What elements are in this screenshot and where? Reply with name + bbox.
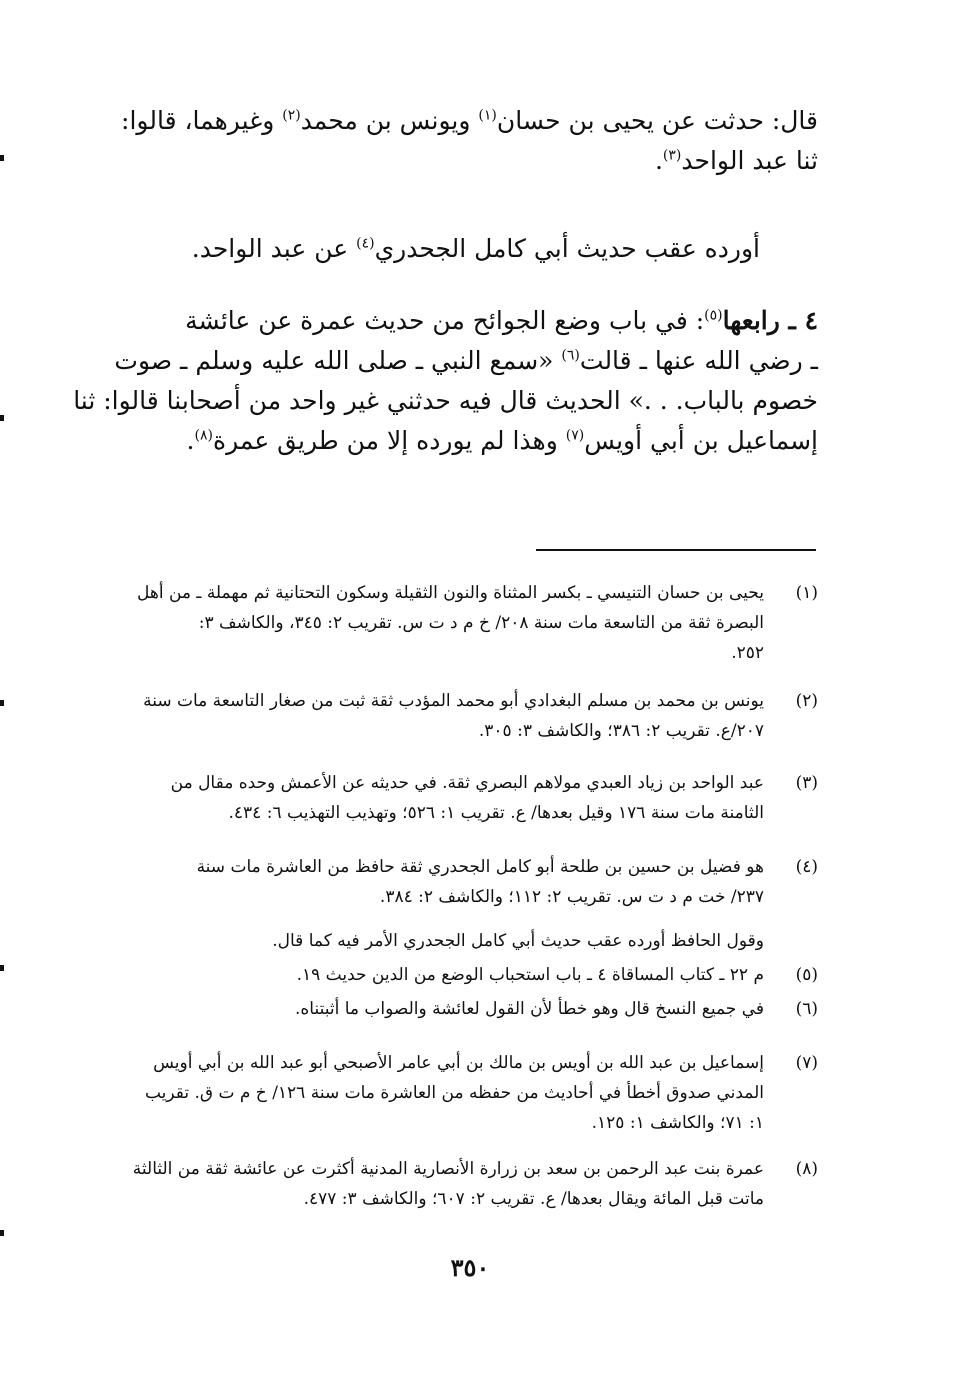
footnote-number: (١)	[795, 583, 818, 603]
page-number: ٣٥٠	[450, 1253, 490, 1282]
footnote-number: (٣)	[795, 773, 818, 793]
scan-edge-mark	[0, 965, 4, 971]
footnote-line: عبد الواحد بن زياد العبدي مولاهم البصري ثقة. في حديثه عن الأعمش وحده مقال من	[170, 773, 764, 793]
text: إسماعيل بن أبي أويس	[584, 426, 818, 455]
footnote-line: ١: ٧١؛ والكاشف ١: ١٢٥.	[591, 1113, 764, 1133]
text: ويونس بن محمد	[300, 106, 479, 135]
paragraph-2	[191, 229, 760, 269]
text: ثنا عبد الواحد	[681, 146, 818, 175]
footnote-2	[122, 686, 818, 746]
footnote-line: إسماعيل بن عبد الله بن أويس بن مالك بن أبي عامر الأصبحي أبو عبد الله بن أبي أويس	[153, 1053, 764, 1073]
text: عن عبد الواحد.	[191, 234, 357, 263]
scan-edge-mark	[0, 415, 4, 421]
footnote-ref[interactable]: (٢)	[282, 107, 301, 124]
footnote-4-note: وقول الحافظ أورده عقب حديث أبي كامل الجحدري الأمر فيه كما قال.	[272, 931, 764, 951]
footnote-ref[interactable]: (٣)	[662, 147, 682, 164]
footnote-1	[122, 578, 818, 668]
paragraph-1	[118, 101, 818, 181]
paragraph-3-line-4	[118, 421, 818, 461]
text: أورده عقب حديث أبي كامل الجحدري	[374, 234, 760, 263]
text: «سمع النبي ـ صلى الله عليه وسلم ـ صوت	[114, 346, 562, 375]
paragraph-2-line-1	[191, 229, 760, 269]
footnote-4	[122, 852, 818, 912]
paragraph-1-line-2	[118, 141, 818, 181]
footnote-number: (٨)	[795, 1159, 818, 1179]
footnote-line: عمرة بنت عبد الرحمن بن سعد بن زرارة الأنصارية المدنية أكثرت عن عائشة ثقة من الثالثة	[132, 1159, 764, 1179]
paragraph-1-line-1	[118, 101, 818, 141]
footnote-number: (٤)	[795, 857, 818, 877]
footnote-ref[interactable]: (٦)	[561, 347, 580, 364]
text: : في باب وضع الجوائح من حديث عمرة عن عائشة	[185, 306, 705, 335]
footnote-line: يحيى بن حسان التنيسي ـ بكسر المثناة والنون الثقيلة وسكون التحتانية ثم مهملة ـ من أهل	[137, 583, 764, 603]
footnote-number: (٦)	[795, 999, 818, 1019]
section-heading: ٤ ـ رابعها	[722, 306, 818, 335]
paragraph-3	[73, 301, 818, 461]
footnote-6	[122, 994, 818, 1024]
scan-edge-mark	[0, 155, 4, 161]
footnote-line: م ٢٢ ـ كتاب المساقاة ٤ ـ باب استحباب الوضع من الدين حديث ١٩.	[296, 965, 764, 985]
scan-edge-mark	[0, 1230, 4, 1236]
paragraph-3-line-2	[114, 341, 818, 381]
text: .	[654, 146, 663, 175]
footnote-8	[122, 1154, 818, 1214]
footnote-ref[interactable]: (٧)	[565, 427, 585, 444]
footnote-line: البصرة ثقة من التاسعة مات سنة ٢٠٨/ خ م د ت س. تقريب ٢: ٣٤٥، والكاشف ٣:	[198, 613, 764, 633]
paragraph-3-line-3	[73, 381, 818, 421]
footnote-line: ٢٣٧/ خت م د ت س. تقريب ٢: ١١٢؛ والكاشف ٢: ٣٨٤.	[379, 887, 764, 907]
footnote-line: في جميع النسخ قال وهو خطأ لأن القول لعائشة والصواب ما أثبتناه.	[294, 999, 764, 1019]
footnote-line: ماتت قبل المائة ويقال بعدها/ ع. تقريب ٢: ٦٠٧؛ والكاشف ٣: ٤٧٧.	[303, 1189, 764, 1209]
footnote-ref[interactable]: (٤)	[356, 235, 375, 252]
footnote-3	[122, 768, 818, 828]
footnote-line: هو فضيل بن حسين بن طلحة أبو كامل الجحدري ثقة حافظ من العاشرة مات سنة	[196, 857, 764, 877]
text: .	[186, 426, 195, 455]
footnote-7	[122, 1048, 818, 1138]
footnote-ref[interactable]: (٥)	[704, 307, 723, 324]
footnote-line: يونس بن محمد بن مسلم البغدادي أبو محمد المؤدب ثقة ثبت من صغار التاسعة مات سنة	[143, 691, 764, 711]
footnote-separator	[536, 549, 816, 551]
text: خصوم بالباب. . .» الحديث قال فيه حدثني غير واحد من أصحابنا قالوا: ثنا	[73, 386, 818, 415]
text: وهذا لم يورده إلا من طريق عمرة	[212, 426, 566, 455]
footnote-line: المدني صدوق أخطأ في أحاديث من حفظه من العاشرة مات سنة ١٢٦/ خ م ت ق. تقريب	[144, 1083, 764, 1103]
footnote-line: ٢٠٧/ع. تقريب ٢: ٣٨٦؛ والكاشف ٣: ٣٠٥.	[478, 721, 764, 741]
footnote-ref[interactable]: (١)	[478, 107, 497, 124]
scan-edge-mark	[0, 700, 4, 706]
footnote-line: ٢٥٢.	[731, 643, 764, 663]
text: قال: حدثت عن يحيى بن حسان	[496, 106, 818, 135]
footnote-ref[interactable]: (٨)	[194, 427, 213, 444]
footnote-number: (٥)	[795, 965, 818, 985]
text: وغيرهما، قالوا:	[121, 106, 283, 135]
text: ـ رضي الله عنها ـ قالت	[579, 346, 818, 375]
footnote-number: (٢)	[795, 691, 818, 711]
paragraph-3-line-1	[118, 301, 818, 341]
footnote-5	[122, 960, 818, 990]
footnote-line: الثامنة مات سنة ١٧٦ وقيل بعدها/ ع. تقريب ١: ٥٢٦؛ وتهذيب التهذيب ٦: ٤٣٤.	[228, 803, 764, 823]
footnote-number: (٧)	[795, 1053, 818, 1073]
